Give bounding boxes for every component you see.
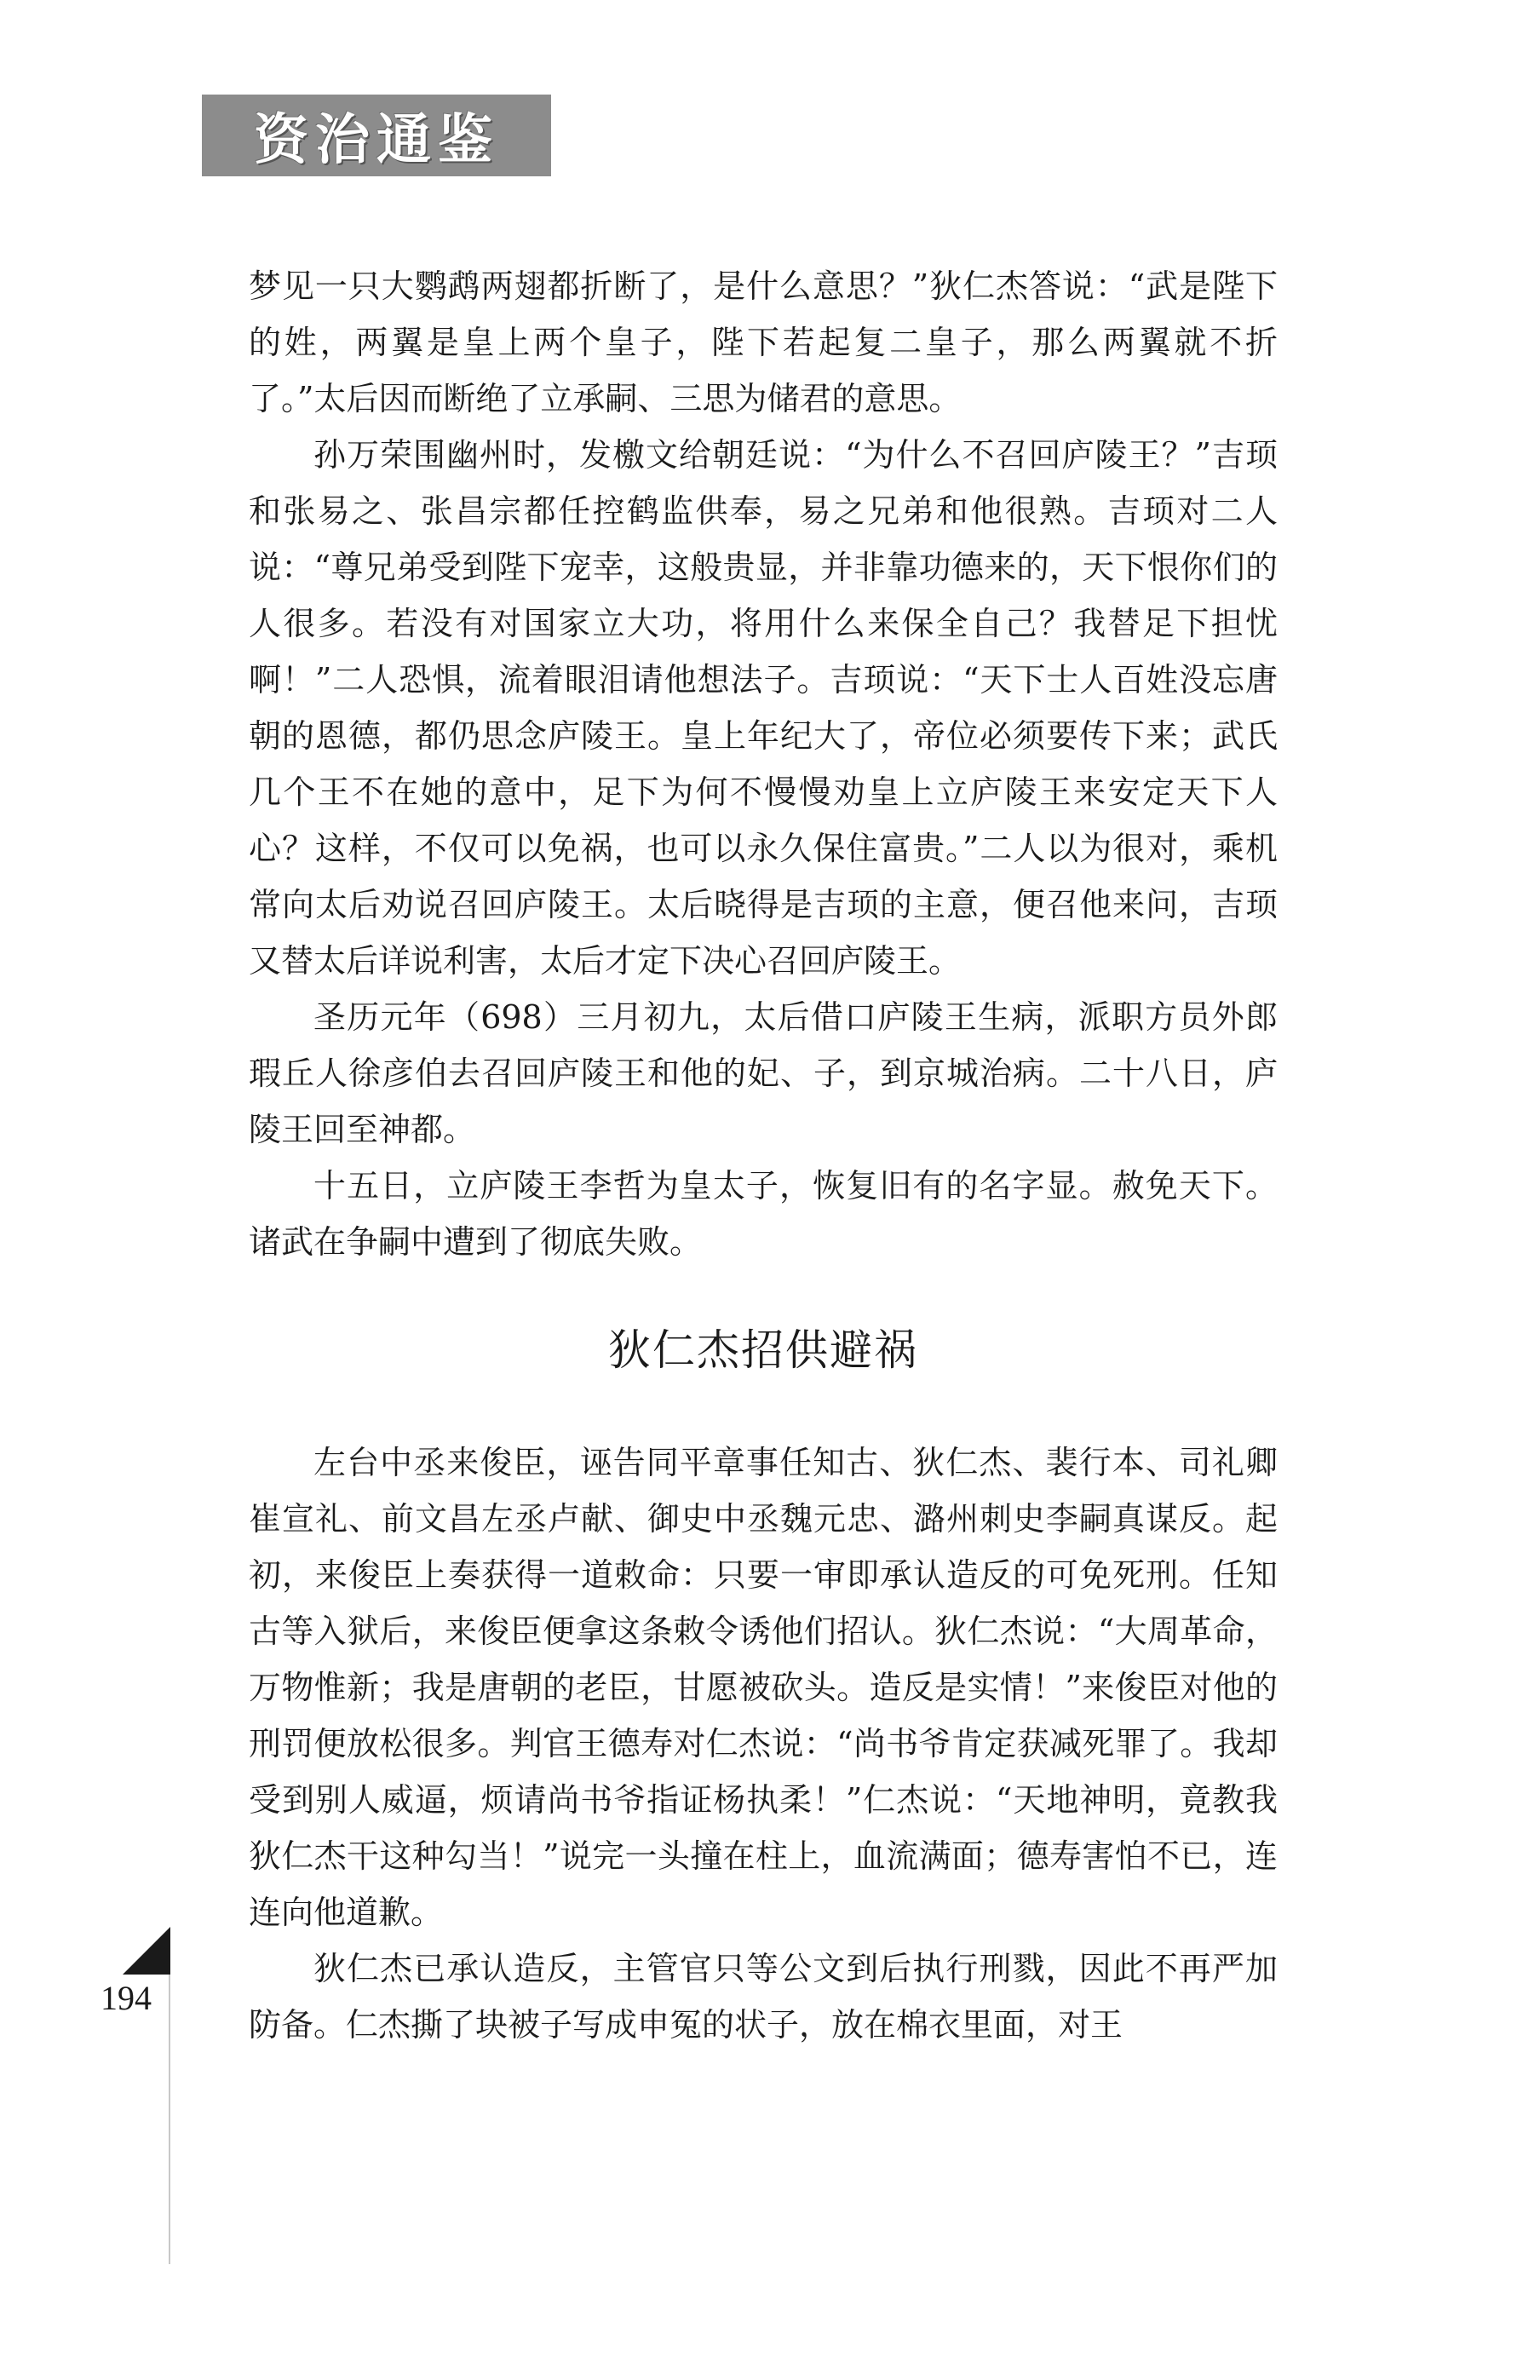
paragraph: 孙万荣围幽州时，发檄文给朝廷说：“为什么不召回庐陵王？”吉顼和张易之、张昌宗都任控鹤监供奉，易之兄弟和他很熟。吉顼对二人说：“尊兄弟受到陛下宠幸，这般贵显，并非靠功德来的，天下恨你们的人很多。若没有对国家立大功，将用什么来保全自己？我替足下担忧啊！”二人恐惧，流着眼泪请他想法子。吉顼说：“天下士人百姓没忘唐朝的恩德，都仍思念庐陵王。皇上年纪大了，帝位必须要传下来；武氏几个王不在她的意中，足下为何不慢慢劝皇上立庐陵王来安定天下人心？这样，不仅可以免祸，也可以永久保住富贵。”二人以为很对，乘机常向太后劝说召回庐陵王。太后晓得是吉顼的主意，便召他来问，吉顼又替太后详说利害，太后才定下决心召回庐陵王。	[249, 436, 1278, 980]
page-number: 194	[101, 1979, 152, 2017]
paragraph: 圣历元年（698）三月初九，太后借口庐陵王生病，派职方员外郎瑕丘人徐彦伯去召回庐陵王和他的妃、子，到京城治病。二十八日，庐陵王回至神都。	[249, 998, 1278, 1148]
body-text-block-2	[249, 1434, 1278, 2053]
page-corner-triangle-icon	[123, 1927, 170, 1975]
margin-rule	[169, 1975, 170, 2264]
paragraph: 梦见一只大鹦鹉两翅都折断了，是什么意思？”狄仁杰答说：“武是陛下的姓，两翼是皇上两个皇子，陛下若起复二皇子，那么两翼就不折了。”太后因而断绝了立承嗣、三思为储君的意思。	[249, 267, 1278, 417]
paragraph: 左台中丞来俊臣，诬告同平章事任知古、狄仁杰、裴行本、司礼卿崔宣礼、前文昌左丞卢献、御史中丞魏元忠、潞州刺史李嗣真谋反。起初，来俊臣上奏获得一道敕命：只要一审即承认造反的可免死刑。任知古等入狱后，来俊臣便拿这条敕令诱他们招认。狄仁杰说：“大周革命，万物惟新；我是唐朝的老臣，甘愿被砍头。造反是实情！”来俊臣对他的刑罚便放松很多。判官王德寿对仁杰说：“尚书爷肯定获减死罪了。我却受到别人威逼，烦请尚书爷指证杨执柔！”仁杰说：“天地神明，竟教我狄仁杰干这种勾当！”说完一头撞在柱上，血流满面；德寿害怕不已，连连向他道歉。	[249, 1444, 1278, 1931]
paragraph: 狄仁杰已承认造反，主管官只等公文到后执行刑戮，因此不再严加防备。仁杰撕了块被子写成申冤的状子，放在棉衣里面，对王	[249, 1950, 1278, 2044]
book-title-banner	[202, 95, 551, 176]
paragraph: 十五日，立庐陵王李哲为皇太子，恢复旧有的名字显。赦免天下。诸武在争嗣中遭到了彻底失败。	[249, 1167, 1278, 1261]
book-title: 资治通鉴	[254, 109, 499, 172]
body-text-block-1	[249, 258, 1278, 1270]
section-heading: 狄仁杰招供避祸	[608, 1325, 918, 1375]
